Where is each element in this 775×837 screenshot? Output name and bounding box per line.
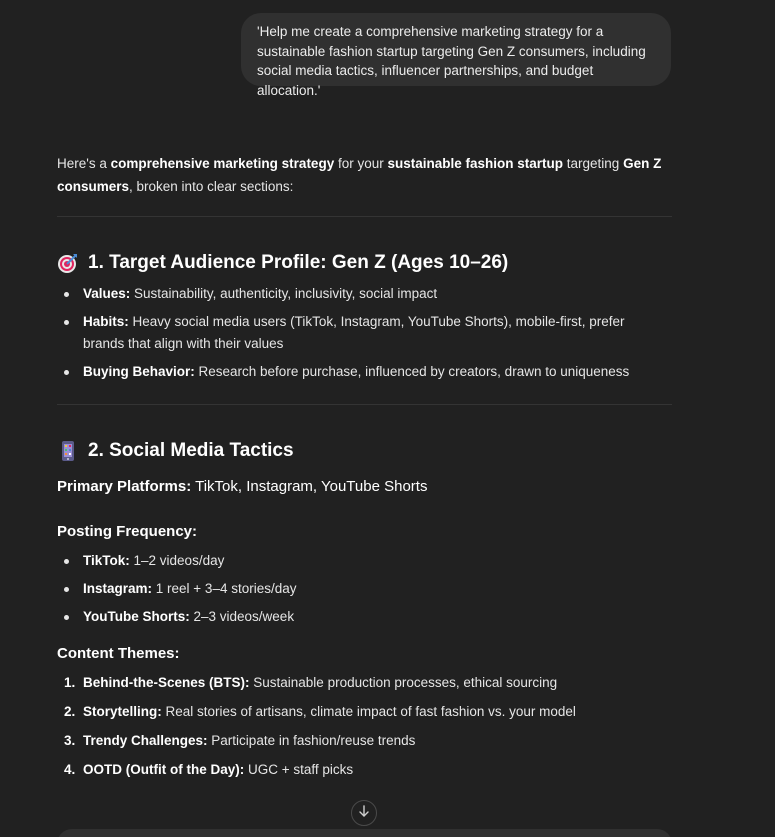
mobile-phone-icon xyxy=(57,440,79,462)
assistant-response xyxy=(57,152,672,788)
primary-platforms-value: TikTok, Instagram, YouTube Shorts xyxy=(191,478,428,495)
list-item xyxy=(57,730,672,752)
item-text: Heavy social media users (TikTok, Instagram, YouTube Shorts), mobile-first, prefer brands that align with their values xyxy=(83,314,625,351)
scroll-to-bottom-button[interactable] xyxy=(351,800,377,826)
item-text: 1–2 videos/day xyxy=(129,553,225,568)
intro-text: targeting xyxy=(563,156,624,171)
message-composer[interactable] xyxy=(57,829,672,837)
intro-bold: Gen Z consumers xyxy=(57,156,662,194)
intro-text: for your xyxy=(334,156,388,171)
item-text: UGC + staff picks xyxy=(244,762,354,777)
item-label: Instagram: xyxy=(83,581,153,596)
list-item xyxy=(57,550,672,572)
dart-target-icon xyxy=(57,252,79,274)
item-text: Participate in fashion/reuse trends xyxy=(207,733,416,748)
item-text: Sustainable production processes, ethical sourcing xyxy=(249,675,558,690)
posting-frequency-list xyxy=(57,550,672,628)
content-themes-list xyxy=(57,672,672,781)
item-label: OOTD (Outfit of the Day): xyxy=(83,762,245,777)
item-text: 2–3 videos/week xyxy=(189,609,295,624)
section-title: 1. Target Audience Profile: Gen Z (Ages 10–26) xyxy=(88,252,509,273)
section-heading-social-media xyxy=(57,437,672,465)
item-number: 3. xyxy=(64,733,76,748)
primary-platforms-label: Primary Platforms: xyxy=(57,478,192,495)
item-text: 1 reel + 3–4 stories/day xyxy=(152,581,297,596)
list-item xyxy=(57,311,657,355)
list-item xyxy=(57,283,657,305)
item-label: Trendy Challenges: xyxy=(83,733,208,748)
intro-bold: sustainable fashion startup xyxy=(387,156,564,171)
intro-bold: comprehensive marketing strategy xyxy=(110,156,335,171)
list-item xyxy=(57,672,672,694)
section-title: 2. Social Media Tactics xyxy=(88,440,294,461)
list-item xyxy=(57,759,672,781)
item-label: Habits: xyxy=(83,314,129,329)
item-label: Buying Behavior: xyxy=(83,364,195,379)
item-label: Values: xyxy=(83,286,131,301)
item-text: Sustainability, authenticity, inclusivity, social impact xyxy=(130,286,438,301)
list-item xyxy=(57,578,672,600)
list-item xyxy=(57,361,657,383)
item-number: 1. xyxy=(64,675,76,690)
section-divider xyxy=(57,216,672,217)
item-label: YouTube Shorts: xyxy=(83,609,190,624)
content-themes-heading: Content Themes: xyxy=(57,645,180,662)
intro-paragraph xyxy=(57,152,672,198)
item-text: Research before purchase, influenced by creators, drawn to uniqueness xyxy=(194,364,630,379)
user-message-text: 'Help me create a comprehensive marketing strategy for a sustainable fashion startup targeting Gen Z consumers, including social media tactics, influencer partnerships, and budget allocation.' xyxy=(257,24,646,98)
item-label: Storytelling: xyxy=(83,704,162,719)
section-heading-target-audience xyxy=(57,249,672,277)
intro-text: , broken into clear sections: xyxy=(129,179,294,194)
arrow-down-icon xyxy=(358,804,370,822)
primary-platforms xyxy=(57,476,672,498)
intro-text: Here's a xyxy=(57,156,111,171)
list-item xyxy=(57,606,672,628)
item-number: 4. xyxy=(64,762,76,777)
user-message-bubble xyxy=(241,13,671,98)
item-label: Behind-the-Scenes (BTS): xyxy=(83,675,250,690)
item-text: Real stories of artisans, climate impact of fast fashion vs. your model xyxy=(161,704,576,719)
item-label: TikTok: xyxy=(83,553,130,568)
section-divider xyxy=(57,404,672,405)
posting-frequency-heading: Posting Frequency: xyxy=(57,523,198,540)
audience-list xyxy=(57,283,657,383)
list-item xyxy=(57,701,672,723)
item-number: 2. xyxy=(64,704,76,719)
